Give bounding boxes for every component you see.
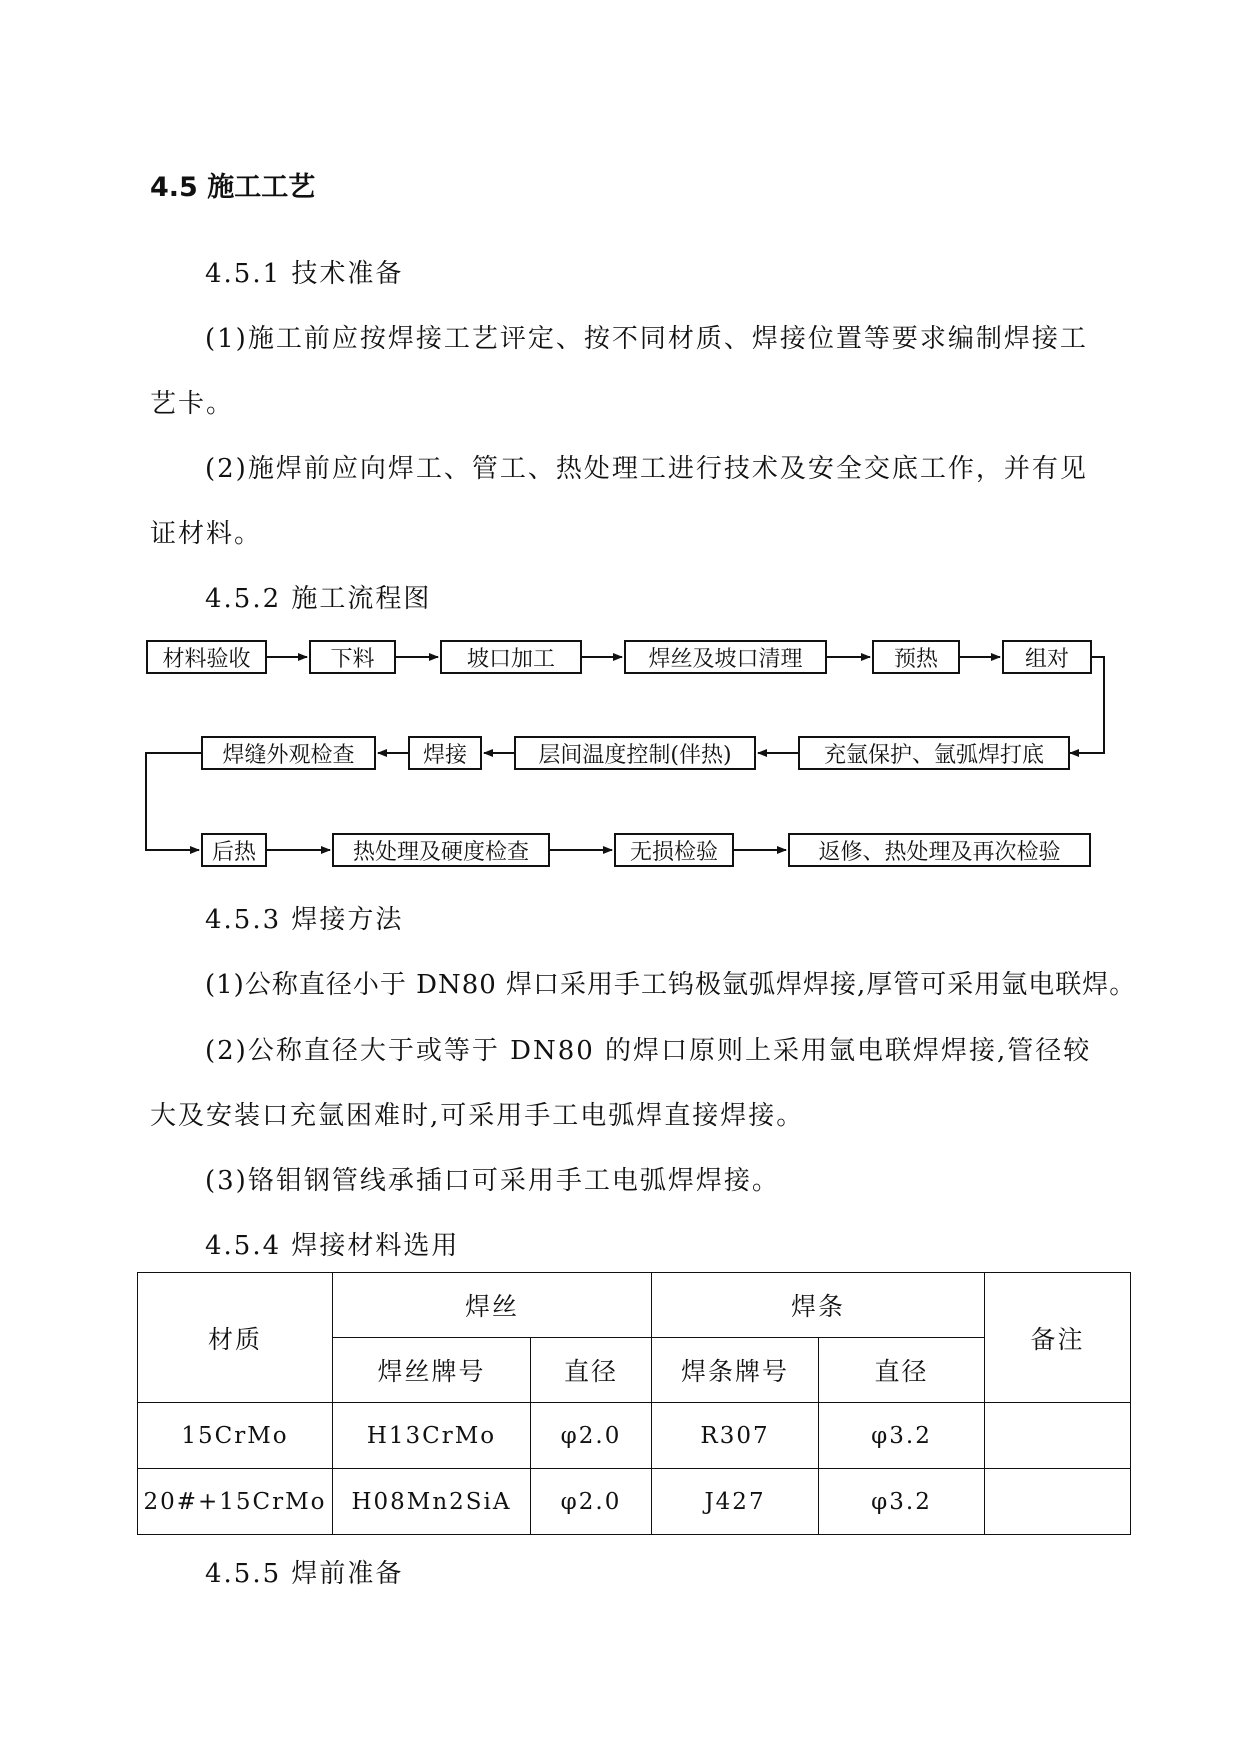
paragraph-453-1: (1)公称直径小于 DN80 焊口采用手工钨极氩弧焊焊接,厚管可采用氩电联焊。 xyxy=(205,970,1137,1000)
cell-wire-diameter: φ2.0 xyxy=(531,1403,652,1469)
flow-step-repair-retest: 返修、热处理及再次检验 xyxy=(788,833,1091,867)
heading-4-5-3: 4.5.3 焊接方法 xyxy=(205,905,404,935)
section-title: 4.5 施工工艺 xyxy=(150,172,316,203)
paragraph-453-2-line1: (2)公称直径大于或等于 DN80 的焊口原则上采用氩电联焊焊接,管径较 xyxy=(205,1036,1092,1066)
flow-step-preheat: 预热 xyxy=(872,640,960,674)
flow-step-wire-bevel-cleaning: 焊丝及坡口清理 xyxy=(624,640,827,674)
paragraph-451-2-line2: 证材料。 xyxy=(150,519,263,549)
cell-wire-grade: H13CrMo xyxy=(333,1403,531,1469)
flow-step-fit-up: 组对 xyxy=(1002,640,1092,674)
flow-step-ndt: 无损检验 xyxy=(614,833,734,867)
paragraph-453-2-line2: 大及安装口充氩困难时,可采用手工电弧焊直接焊接。 xyxy=(150,1101,805,1131)
header-remark: 备注 xyxy=(985,1273,1131,1403)
paragraph-453-3: (3)铬钼钢管线承插口可采用手工电弧焊焊接。 xyxy=(205,1166,780,1196)
heading-4-5-2: 4.5.2 施工流程图 xyxy=(205,584,432,614)
flow-step-argon-root-welding: 充氩保护、氩弧焊打底 xyxy=(798,736,1070,770)
header-material: 材质 xyxy=(138,1273,333,1403)
header-welding-wire: 焊丝 xyxy=(333,1273,652,1338)
flow-step-bevel-machining: 坡口加工 xyxy=(440,640,582,674)
flow-step-post-heat: 后热 xyxy=(201,833,267,867)
heading-4-5-1: 4.5.1 技术准备 xyxy=(205,259,404,289)
table-row xyxy=(138,1469,1131,1535)
header-wire-grade: 焊丝牌号 xyxy=(333,1338,531,1403)
flow-step-cutting: 下料 xyxy=(309,640,396,674)
cell-wire-grade: H08Mn2SiA xyxy=(333,1469,531,1535)
cell-rod-diameter: φ3.2 xyxy=(819,1469,985,1535)
cell-wire-diameter: φ2.0 xyxy=(531,1469,652,1535)
heading-4-5-5: 4.5.5 焊前准备 xyxy=(205,1559,404,1589)
flow-step-visual-inspection: 焊缝外观检查 xyxy=(201,736,376,770)
paragraph-451-2-line1: (2)施焊前应向焊工、管工、热处理工进行技术及安全交底工作，并有见 xyxy=(205,454,1088,484)
cell-remark xyxy=(985,1469,1131,1535)
cell-remark xyxy=(985,1403,1131,1469)
flow-step-interpass-temperature: 层间温度控制(伴热) xyxy=(514,736,756,770)
header-rod-grade: 焊条牌号 xyxy=(652,1338,819,1403)
cell-rod-diameter: φ3.2 xyxy=(819,1403,985,1469)
header-welding-rod: 焊条 xyxy=(652,1273,985,1338)
arrow-r2-r3 xyxy=(146,753,201,850)
header-rod-diameter: 直径 xyxy=(819,1338,985,1403)
cell-rod-grade: J427 xyxy=(652,1469,819,1535)
table-row xyxy=(138,1403,1131,1469)
flow-step-material-acceptance: 材料验收 xyxy=(146,640,267,674)
paragraph-451-1-line2: 艺卡。 xyxy=(150,389,235,419)
welding-material-table xyxy=(137,1272,1131,1535)
cell-material: 20#+15CrMo xyxy=(138,1469,333,1535)
heading-4-5-4: 4.5.4 焊接材料选用 xyxy=(205,1231,460,1261)
cell-material: 15CrMo xyxy=(138,1403,333,1469)
paragraph-451-1-line1: (1)施工前应按焊接工艺评定、按不同材质、焊接位置等要求编制焊接工 xyxy=(205,324,1088,354)
flow-step-welding: 焊接 xyxy=(408,736,482,770)
cell-rod-grade: R307 xyxy=(652,1403,819,1469)
flow-step-heat-treatment-hardness: 热处理及硬度检查 xyxy=(332,833,550,867)
header-wire-diameter: 直径 xyxy=(531,1338,652,1403)
